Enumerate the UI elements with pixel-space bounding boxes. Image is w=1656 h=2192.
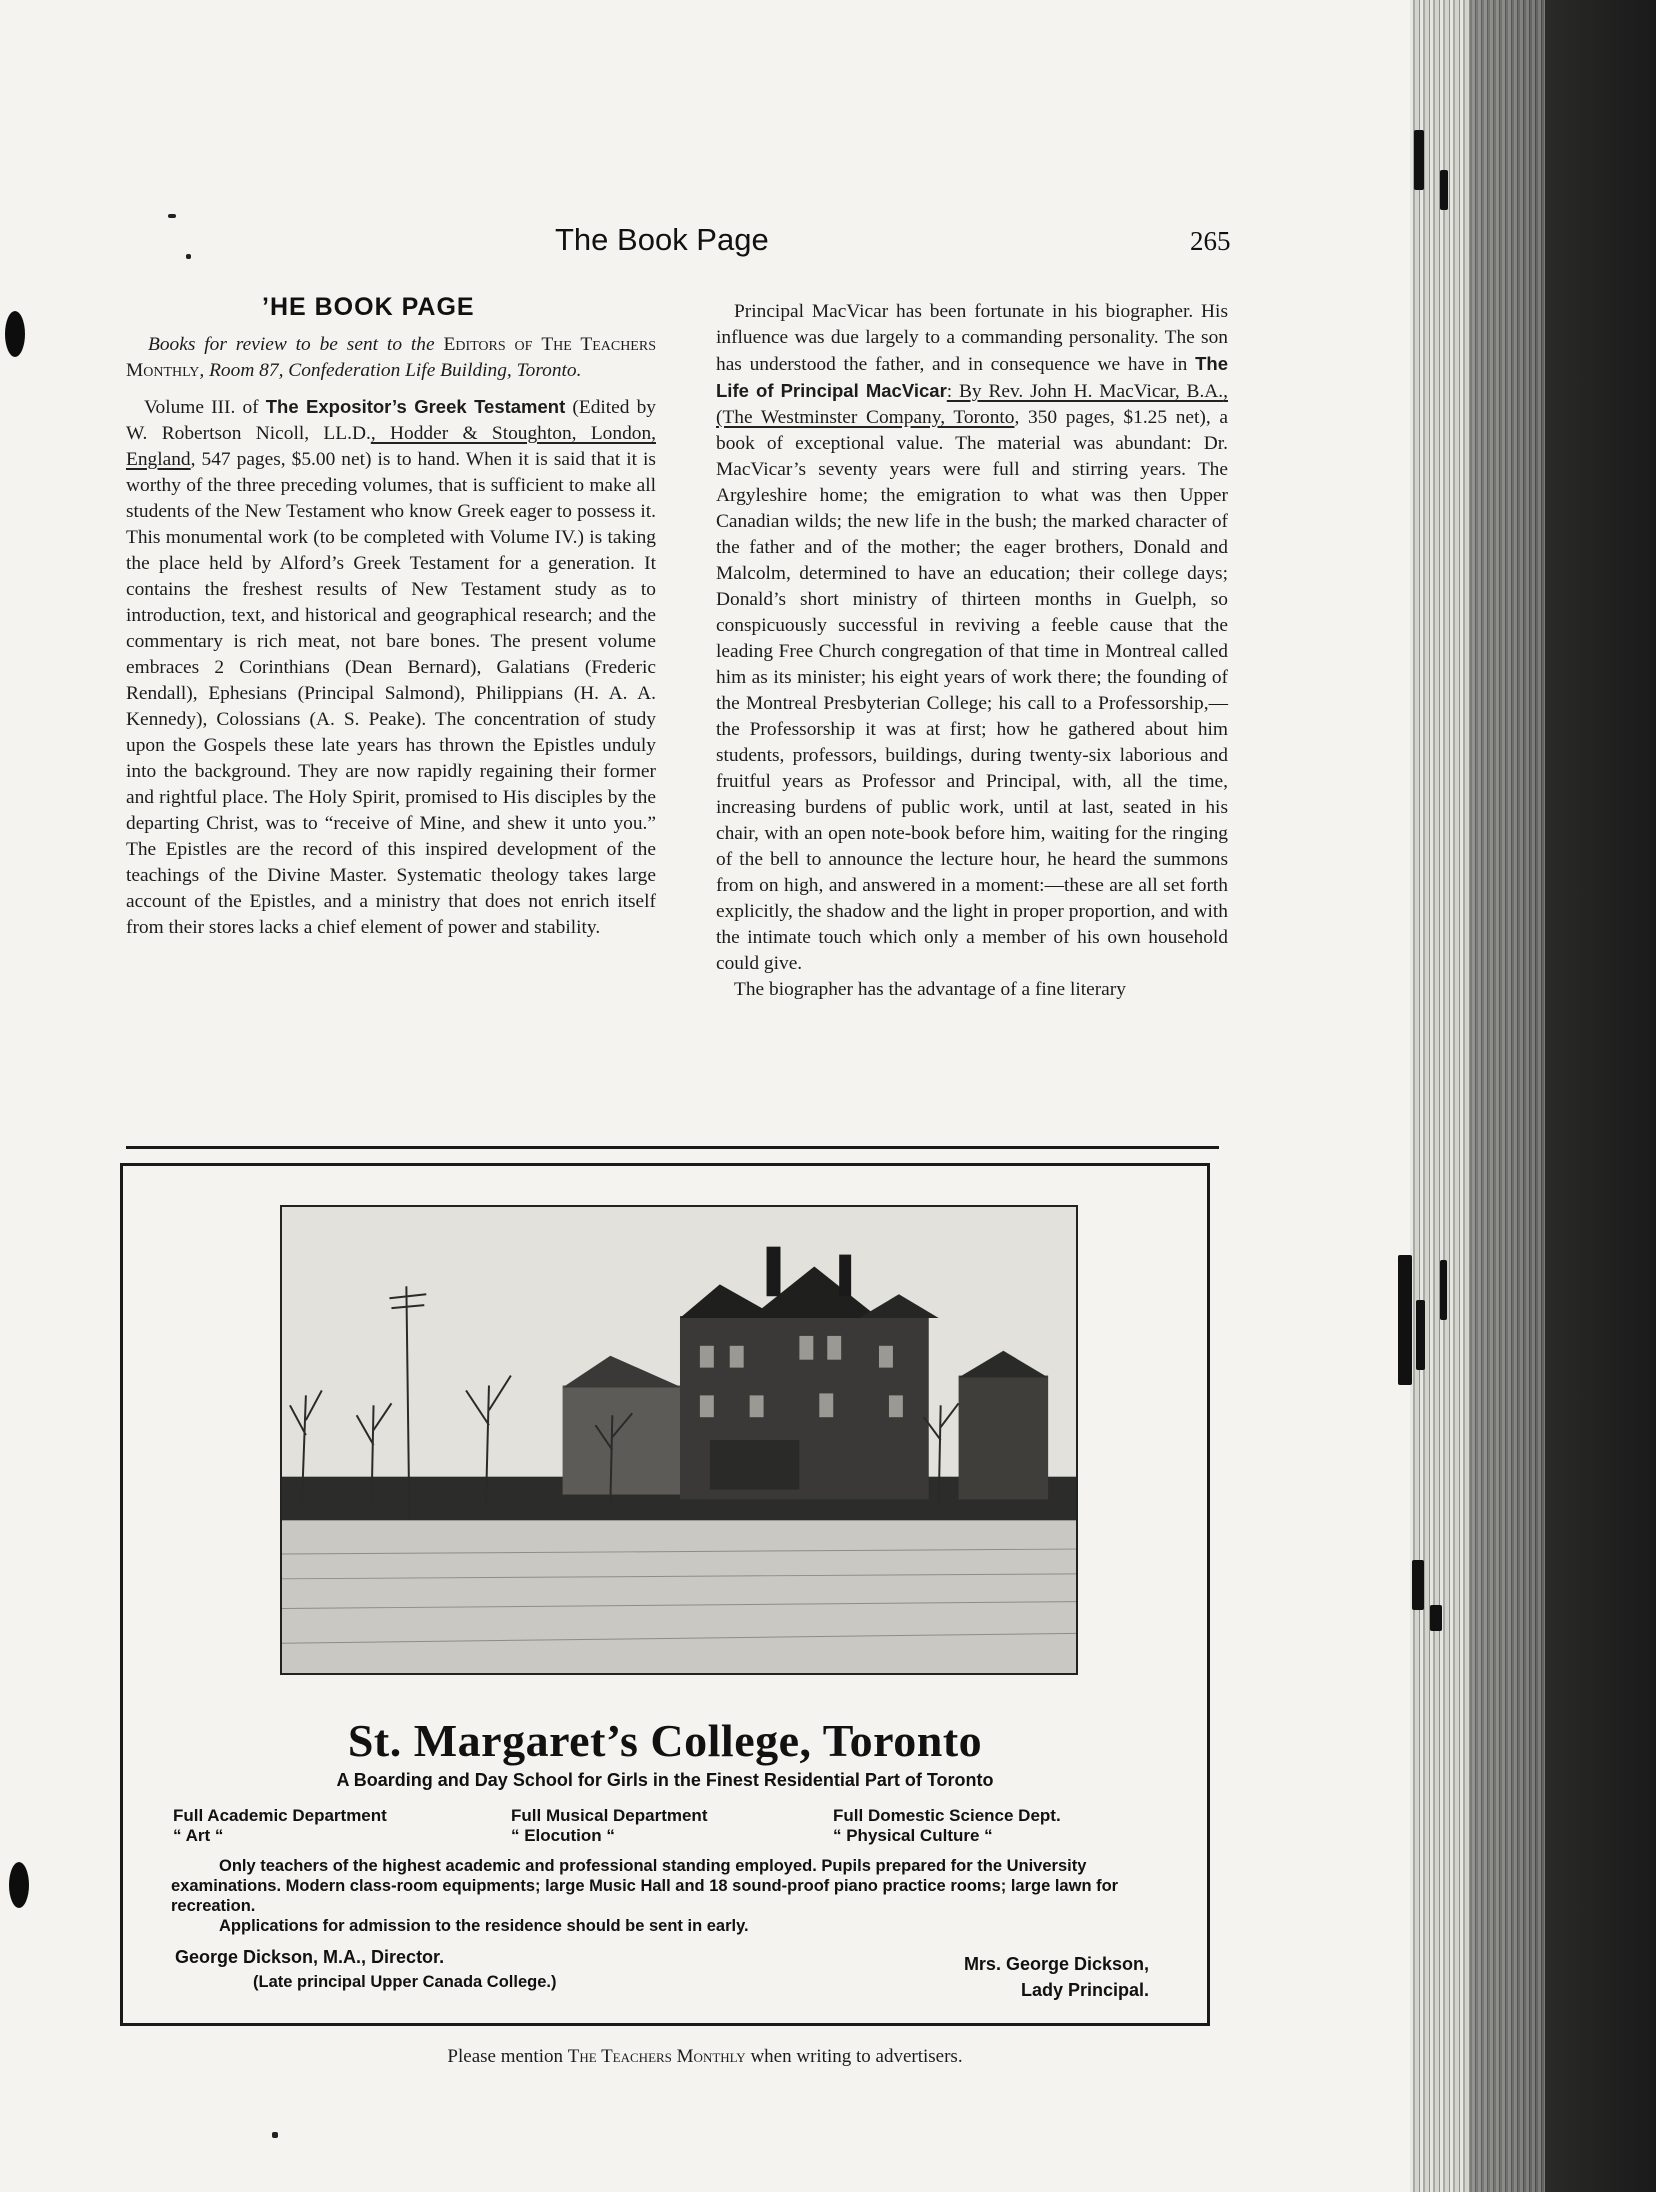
edge-mark: [1430, 1605, 1442, 1631]
review-notice: Books for review to be sent to the Editors of The Teachers Monthly, Room 87, Confederation Life Building, Toronto.: [126, 334, 656, 381]
edge-mark: [1414, 130, 1424, 190]
review-continuation: The biographer has the advantage of a fine literary: [734, 979, 1126, 1000]
principal-name: Mrs. George Dickson,: [963, 1954, 1149, 1974]
department-domestic-science: Full Domestic Science Dept. “ Physical Culture “: [833, 1806, 1061, 1845]
page-edges: [1410, 0, 1470, 2192]
right-column: [716, 299, 1228, 1003]
section-title: ’HE BOOK PAGE: [262, 293, 475, 321]
college-building-illustration: [282, 1207, 1076, 1673]
department-musical: Full Musical Department “ Elocution “: [511, 1806, 708, 1845]
page-number: 265: [1190, 226, 1231, 256]
book-title: The Life of Principal MacVicar: [716, 353, 1228, 401]
edge-mark: [1412, 1560, 1424, 1610]
department-academic: Full Academic Department “ Art “: [173, 1806, 387, 1845]
principal-title: Lady Principal.: [1020, 1980, 1149, 2000]
ad-paragraph: Only teachers of the highest academic and professional standing employed. Pupils prepared for the University examinations. Modern class-room equipments; large Music Hall and 18 sound-proof piano practice rooms; large lawn for recreation.: [171, 1857, 1119, 1915]
ink-speck: [186, 254, 191, 259]
section-rule: [126, 1146, 1219, 1149]
edge-mark: [1398, 1255, 1412, 1385]
left-column: [126, 294, 656, 941]
ad-title: St. Margaret’s College, Toronto: [347, 1715, 983, 1766]
director-note: (Late principal Upper Canada College.): [253, 1973, 557, 1991]
college-building-photo: [280, 1205, 1078, 1675]
edge-mark: [1440, 1260, 1447, 1320]
footer-note: Please mention The Teachers Monthly when writing to advertisers.: [447, 2046, 963, 2067]
punch-hole-top: [5, 311, 25, 357]
principal-signature: [964, 1951, 1149, 2003]
punch-hole-bottom: [9, 1862, 29, 1908]
review-greek-testament: Volume III. of The Expositor’s Greek Testament (Edited by W. Robertson Nicoll, LL.D., Hodder & Stoughton, London, England, 547 pages, $5.00 net) is to hand. When it is said that it is worthy of the three preceding volumes, that is sufficient to make all students of the New Testament who know Greek eager to possess it. This monumental work (to be completed with Volume IV.) is taking the place held by Alford’s Greek Testament for a generation. It contains the freshest results of New Testament study as to introduction, text, and historical and geographical research; and the commentary is rich meat, not bare bones. The present volume embraces 2 Corinthians (Dean Bernard), Galatians (Frederic Rendall), Ephesians (Principal Salmond), Philippians (H. A. A. Kennedy), Colossians (A. S. Peake). The concentration of study upon the Gospels these late years has thrown the Epistles unduly into the background. They are now rapidly regaining their former and rightful place. The Holy Spirit, promised to His disciples by the departing Christ, was to “receive of Mine, and shew it unto you.” The Epistles are the record of this inspired development of the teachings of the Divine Master. Systematic theology takes large account of the Epistles, and a ministry that does not enrich itself from their stores lacks a chief element of power and stability.: [126, 396, 656, 938]
review-macvicar: Principal MacVicar has been fortunate in his biographer. His influence was due largely to a commanding personality. The son has understood the father, and in consequence we have in The Life of Principal MacVicar: By Rev. John H. MacVicar, B.A., (The Westminster Company, Toronto, 350 pages, $1.25 net), a book of exceptional value. The material was abundant: Dr. MacVicar’s seventy years were full and stirring years. The Argyleshire home; the emigration to what was then Upper Canadian wilds; the new life in the bush; the marked character of the father and of the mother; the eager brothers, Donald and Malcolm, determined to have an education; their college days; Donald’s short ministry of thirteen months in Guelph, so conspicuously successful in reviving a feeble cause that the leading Free Church congregation of that time in Montreal called him as its minister; his eight years of work there; the founding of the Montreal Presbyterian College; his call to a Professorship,—the Professorship it was at first; how he gathered about him students, professors, buildings, during twenty-six laborious and fruitful years as Professor and Principal, with, all the time, increasing burdens of public work, until at last, seated in his chair, with an open note-book before him, waiting for the ringing of the bell to announce the lecture hour, he heard the summons from on high, and answered in a moment:—these are all set forth explicitly, the shadow and the light in proper proportion, and with the intimate touch which only a member of his own household could give.: [716, 301, 1229, 974]
ad-subtitle: A Boarding and Day School for Girls in the Finest Residential Part of Toronto: [336, 1770, 994, 1790]
fore-edge: [1470, 0, 1545, 2192]
director-name: George Dickson, M.A., Director.: [175, 1947, 445, 1967]
edge-mark: [1416, 1300, 1425, 1370]
edge-mark: [1440, 170, 1448, 210]
ink-speck: [272, 2132, 278, 2138]
director-signature: [175, 1945, 556, 1995]
running-head: The Book Page: [555, 222, 769, 257]
book-title: The Expositor’s Greek Testament: [265, 396, 566, 417]
ink-speck: [168, 214, 176, 218]
ad-paragraph: Applications for admission to the residence should be sent in early.: [219, 1917, 749, 1935]
advertisement: [120, 1163, 1210, 2026]
ad-body: [171, 1856, 1181, 1936]
